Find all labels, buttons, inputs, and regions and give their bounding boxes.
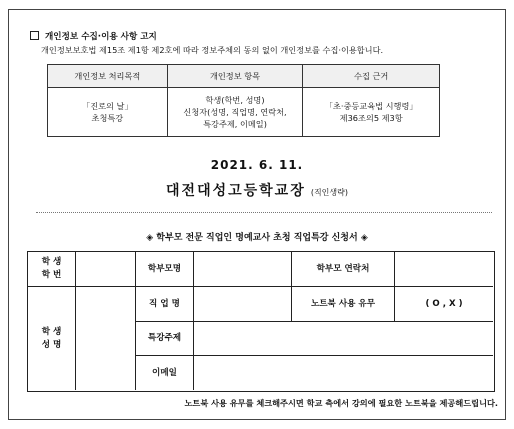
label-line: 학 생 [41,326,62,337]
job-field[interactable] [194,288,290,320]
seal-omitted-note: (직인생략) [310,188,348,197]
student-name-field[interactable] [76,288,134,389]
issue-date: 2021. 6. 11. [210,158,304,172]
parent-name-field[interactable] [194,253,290,285]
parent-name-label: 학부모명 [147,263,182,274]
student-id-label [28,252,75,286]
cut-line [36,212,492,213]
basis-line: 「초·중등교육법 시행령」 [324,101,418,111]
purpose-line: 「진로의 날」 [82,101,133,111]
principal-name: 대전대성고등학교장 [166,183,306,199]
header-purpose: 개인정보 처리목적 [48,65,168,88]
notice-heading [30,30,157,42]
parent-contact-label: 학부모 연락처 [316,263,370,274]
items-line: 신청자(성명, 직업명, 연락처, [183,107,287,117]
laptop-footnote: 노트북 사용 유무를 체크해주시면 학교 측에서 강의에 필요한 노트북을 제공해드립니다. [184,398,498,408]
student-name-label [28,287,75,390]
student-id-field[interactable] [76,253,134,285]
application-form-title: ◈ 학부모 전문 직업인 명예교사 초청 직업특강 신청서 ◈ [146,233,368,243]
parent-contact-field[interactable] [395,253,492,285]
principal-signature [0,180,514,200]
topic-label: 특강주제 [147,333,182,343]
laptop-choice[interactable]: ( O , X ) [425,298,463,309]
cell-purpose [48,88,168,137]
notice-body: 개인정보보호법 제15조 제1항 제2호에 따라 정보주체의 동의 없이 개인정보를 수집·이용합니다. [41,45,384,55]
items-line: 학생(학번, 성명) [205,95,265,105]
label-line: 학 번 [41,270,62,280]
application-form [27,251,495,392]
topic-field[interactable] [194,323,492,354]
label-line: 성 명 [41,339,62,350]
laptop-label: 노트북 사용 유무 [310,298,376,309]
privacy-info-table [47,64,440,137]
purpose-line: 초청특강 [91,113,124,123]
header-basis: 수집 근거 [303,65,440,88]
checkbox-icon [30,31,39,40]
email-field[interactable] [194,357,492,389]
cell-basis [303,88,440,137]
items-line: 특강주제, 이메일) [203,119,267,129]
cell-items [167,88,303,137]
privacy-table-header-row [48,65,440,88]
email-label: 이메일 [152,367,177,378]
label-line: 학 생 [41,257,62,267]
notice-heading-text: 개인정보 수집·이용 사항 고지 [45,32,157,42]
basis-line: 제36조의5 제3항 [339,113,403,123]
privacy-table-row [48,88,440,137]
header-items: 개인정보 항목 [167,65,303,88]
job-label: 직 업 명 [149,298,180,309]
